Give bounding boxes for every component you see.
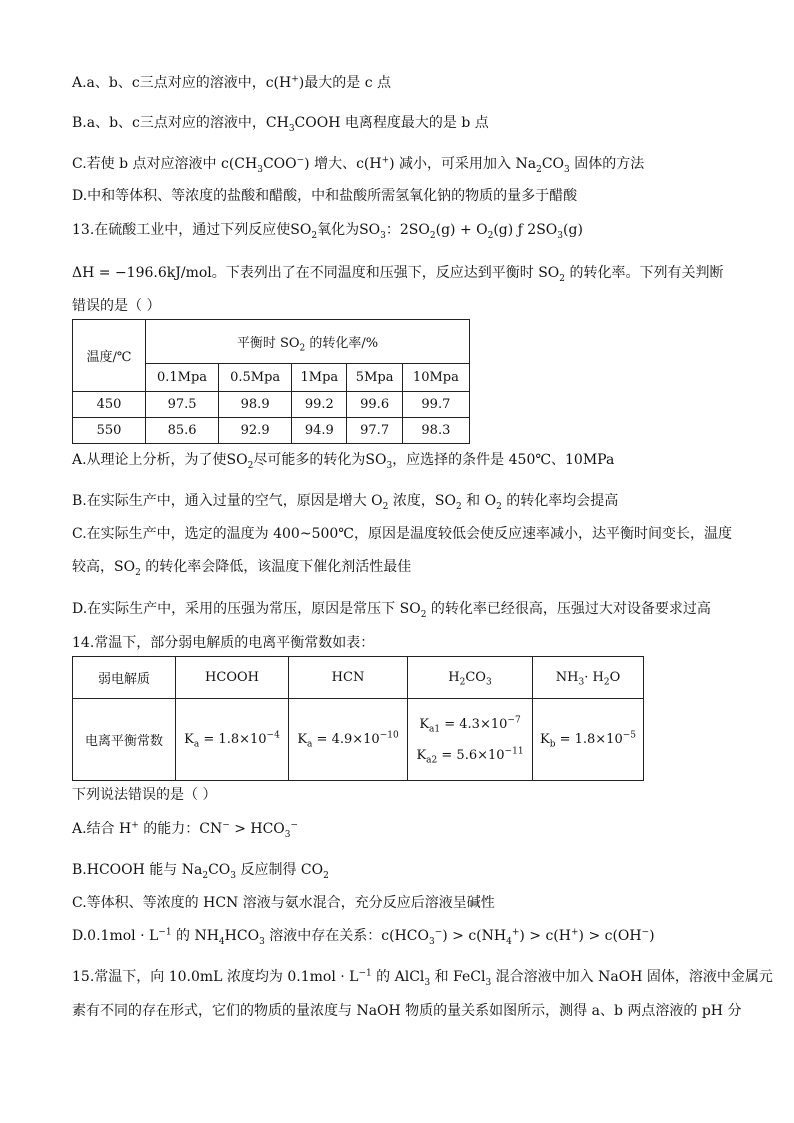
value-cell: 85.6: [146, 418, 219, 444]
sub: a: [307, 739, 313, 750]
q13-conversion-table: [72, 319, 470, 444]
text: HCO: [224, 928, 260, 944]
q13-stem-line2: [72, 263, 723, 283]
value-cell: 97.5: [146, 392, 219, 418]
sub: 2: [559, 273, 566, 284]
text: A.a、b、c三点对应的溶液中，c(H: [72, 75, 292, 91]
text: 固体的方法: [569, 156, 645, 172]
sub: 2: [455, 501, 462, 512]
sup: −4: [266, 730, 280, 741]
q14-ask: 下列说法错误的是（ ）: [72, 787, 217, 803]
text: = 1.8×10: [199, 732, 267, 747]
q14-option-b: [72, 860, 329, 880]
text: 尽可能多的转化为SO: [253, 452, 387, 468]
value-cell: 98.3: [402, 418, 469, 444]
value-cell: 92.9: [219, 418, 292, 444]
q13-option-c-line1: C.在实际生产中，选定的温度为 400~500℃，原因是温度较低会使反应速率减小，达平衡时间变长，温度: [72, 526, 732, 542]
sub: 3: [428, 936, 435, 947]
sup: −: [434, 927, 443, 938]
q13-stem-line1: [72, 220, 583, 240]
ka-h2co3: [408, 699, 533, 781]
q12-option-a: [72, 73, 391, 93]
text: 的转化率会降低，该温度下催化剂活性最佳: [140, 559, 412, 575]
q13-option-d: [72, 599, 711, 619]
sub: 3: [284, 829, 291, 840]
sub: 2: [247, 460, 254, 471]
sub: 3: [485, 977, 492, 988]
sub: 3: [564, 164, 570, 175]
q14-option-d: [72, 926, 655, 946]
text: ΔH = −196.6kJ/mol。下表列出了在不同温度和压强下，反应达到平衡时 SO: [72, 265, 560, 281]
sub: 2: [459, 677, 466, 688]
sup: −1: [158, 927, 172, 938]
sub: 3: [578, 677, 585, 688]
sub: 2: [299, 343, 306, 354]
sup: +: [570, 927, 579, 938]
sub: 4: [506, 936, 512, 947]
text: 较高，SO: [72, 559, 136, 575]
value-cell: 99.6: [347, 392, 402, 418]
sub: 3: [288, 123, 295, 134]
temp-cell: 550: [73, 418, 146, 444]
q14-ionization-table: [72, 656, 644, 781]
sub: 2: [311, 230, 318, 241]
q13-option-b: [72, 491, 618, 511]
ka2: [408, 746, 532, 766]
sub: b: [549, 739, 556, 750]
pressure-header: 1Mpa: [292, 364, 347, 392]
text: 13.在硫酸工业中，通过下列反应使SO: [72, 222, 312, 238]
text: 15.常温下，向 10.0mL 浓度均为 0.1mol · L: [72, 969, 359, 985]
sub: 2: [135, 567, 141, 578]
text: · H: [584, 670, 604, 685]
text: 的能力：CN: [138, 821, 223, 837]
pressure-header: 0.5Mpa: [219, 364, 292, 392]
text: 的 NH: [171, 928, 219, 944]
value-cell: 99.7: [402, 392, 469, 418]
sub: 3: [386, 460, 393, 471]
table-row: [73, 699, 644, 781]
sub: 2: [487, 230, 494, 241]
table-row: [73, 392, 470, 418]
text: K: [539, 732, 550, 747]
text: B.HCOOH 能与 Na: [72, 862, 203, 878]
text: CO: [465, 670, 486, 685]
text: NH: [555, 670, 579, 685]
sub: 2: [323, 870, 329, 881]
text: = 1.8×10: [555, 732, 623, 747]
sub: 2: [603, 677, 610, 688]
text: 的转化率已经很高，压强过大对设备要求过高: [426, 601, 711, 617]
sup: +: [381, 155, 390, 166]
text: ): [649, 928, 655, 944]
q12-option-b: [72, 113, 489, 133]
row-label: 电离平衡常数: [73, 699, 176, 781]
text: = 4.9×10: [312, 732, 380, 747]
text: B.在实际生产中，通入过量的空气，原因是增大 O: [72, 493, 383, 509]
text: = 4.3×10: [440, 716, 508, 732]
text: C.若使 b 点对应溶液中 c(CH: [72, 156, 258, 172]
text: ，应选择的条件是 450℃、10MPa: [392, 452, 615, 468]
header-hcn: HCN: [289, 657, 408, 699]
value-cell: 98.9: [219, 392, 292, 418]
text: (g): [563, 222, 583, 238]
text: CO: [541, 156, 565, 172]
q13-stem-line3: 错误的是（ ）: [72, 298, 161, 314]
text: COOH 电离程度最大的是 b 点: [294, 115, 489, 131]
header-hcooh: HCOOH: [176, 657, 289, 699]
sub: a: [193, 739, 200, 750]
sub: 3: [230, 870, 236, 881]
q12-option-d: D.中和等体积、等浓度的盐酸和醋酸，中和盐酸所需氢氧化钠的物质的量多于醋酸: [72, 188, 578, 204]
sup: +: [131, 820, 139, 831]
q13-option-c-line2: [72, 557, 411, 577]
sub: a1: [429, 724, 441, 735]
value-cell: 97.7: [347, 418, 402, 444]
text: B.a、b、c三点对应的溶液中，CH: [72, 115, 289, 131]
temp-header: 温度/℃: [73, 320, 146, 392]
sub: 2: [496, 501, 502, 512]
text: 的转化率/%: [305, 336, 379, 351]
text: = 5.6×10: [437, 747, 505, 763]
text: (g) ƒ 2SO: [493, 222, 558, 238]
text: )最大的是 c 点: [298, 75, 391, 91]
header-nh3h2o: [533, 657, 644, 699]
text: ) > c(H: [519, 928, 571, 944]
text: 的 AlCl: [371, 969, 425, 985]
kb-nh3h2o: [533, 699, 644, 781]
q14-option-a: [72, 819, 298, 839]
text: 的转化率。下列有关判断: [565, 265, 724, 281]
sub: 3: [380, 230, 386, 241]
text: (g) + O: [435, 222, 488, 238]
ka-hcn: [289, 699, 408, 781]
text: COO: [262, 156, 297, 172]
text: 和 O: [461, 493, 497, 509]
value-cell: 94.9: [292, 418, 347, 444]
sub: 2: [202, 870, 209, 881]
sub: 3: [257, 164, 263, 175]
text: A.从理论上分析，为了使SO: [72, 452, 248, 468]
text: 平衡时 SO: [236, 336, 300, 351]
q15-stem-line1: [72, 967, 773, 987]
text: 浓度，SO: [388, 493, 456, 509]
text: D.在实际生产中，采用的压强为常压，原因是常压下 SO: [72, 601, 421, 617]
sub: 2: [382, 501, 389, 512]
text: O: [609, 670, 621, 685]
value-cell: 99.2: [292, 392, 347, 418]
text: 混合溶液中加入 NaOH 固体，溶液中金属元: [491, 969, 773, 985]
text: K: [419, 716, 430, 732]
text: 的转化率均会提高: [501, 493, 619, 509]
pressure-header: 5Mpa: [347, 364, 402, 392]
pressure-header: 10Mpa: [402, 364, 469, 392]
sup: −: [296, 155, 305, 166]
text: 反应制得 CO: [236, 862, 324, 878]
text: ) > c(OH: [578, 928, 642, 944]
sup: +: [511, 927, 520, 938]
sup: −11: [504, 746, 524, 757]
q14-stem: 14.常温下，部分弱电解质的电离平衡常数如表：: [72, 635, 375, 651]
text: H: [448, 670, 460, 685]
text: A.结合 H: [72, 821, 132, 837]
ka1: [408, 715, 532, 735]
sub: 2: [429, 230, 436, 241]
sup: −5: [622, 730, 637, 741]
q13-option-a: [72, 450, 614, 470]
sub: 3: [259, 936, 265, 947]
text: D.0.1mol · L: [72, 928, 159, 944]
text: CO: [208, 862, 231, 878]
header-electrolyte: 弱电解质: [73, 657, 176, 699]
ka-hcooh: [176, 699, 289, 781]
sup: −: [641, 927, 650, 938]
header-h2co3: [408, 657, 533, 699]
text: ) 减小，可采用加入 Na: [389, 156, 537, 172]
sub: 4: [218, 936, 225, 947]
sub: 2: [536, 164, 542, 175]
text: K: [184, 732, 194, 747]
sup: −10: [379, 730, 399, 741]
sup: −: [222, 820, 230, 831]
pressure-header: 0.1Mpa: [146, 364, 219, 392]
text: K: [416, 747, 427, 763]
text: > HCO: [229, 821, 285, 837]
sub: a2: [426, 755, 438, 766]
sub: 3: [485, 677, 492, 688]
text: 氧化为SO: [317, 222, 381, 238]
sub: 2: [420, 609, 427, 620]
q12-option-c: [72, 154, 644, 174]
table-row: [73, 418, 470, 444]
sup: −: [290, 820, 299, 831]
sub: 3: [424, 977, 431, 988]
sup: +: [291, 74, 299, 85]
q15-stem-line2: 素有不同的存在形式，它们的物质的量浓度与 NaOH 物质的量关系如图所示，测得 a、b 两点溶液的 pH 分: [72, 1003, 742, 1019]
temp-cell: 450: [73, 392, 146, 418]
sub: 3: [557, 230, 564, 241]
text: ) > c(NH: [442, 928, 507, 944]
text: 溶液中存在关系：c(HCO: [264, 928, 429, 944]
sup: −1: [358, 968, 372, 979]
text: ：2SO: [385, 222, 430, 238]
text: 和 FeCl: [430, 969, 486, 985]
text: ) 增大、c(H: [304, 156, 382, 172]
sup: −7: [507, 715, 521, 726]
conversion-header: [146, 320, 470, 364]
text: K: [297, 732, 308, 747]
q14-option-c: C.等体积、等浓度的 HCN 溶液与氨水混合，充分反应后溶液呈碱性: [72, 895, 495, 911]
